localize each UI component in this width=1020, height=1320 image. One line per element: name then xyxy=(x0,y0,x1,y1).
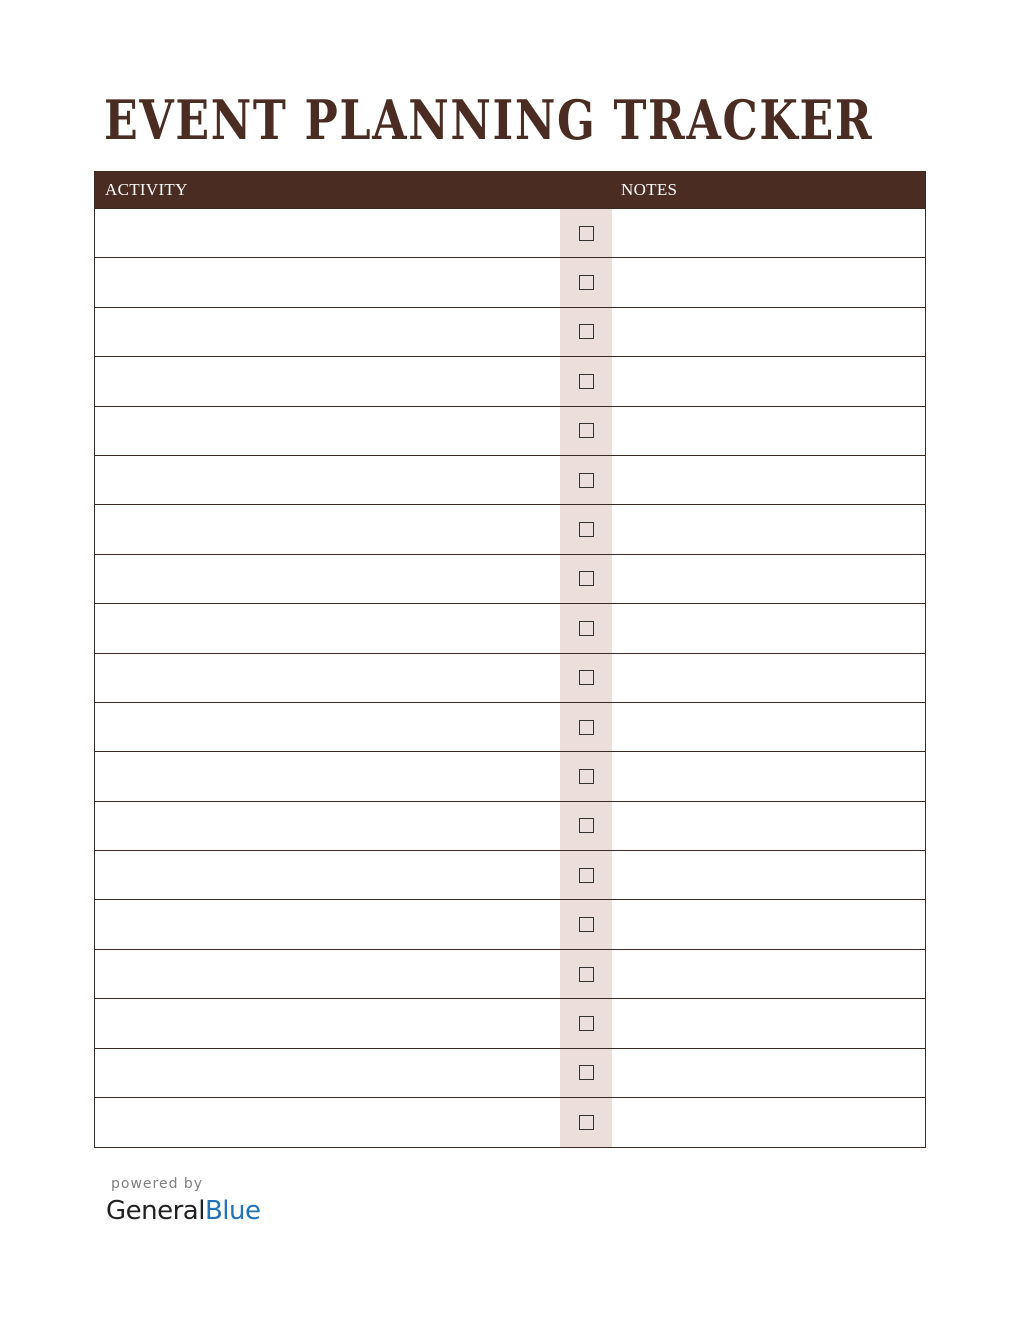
notes-cell[interactable] xyxy=(612,851,925,899)
activity-column-header: ACTIVITY xyxy=(105,180,188,199)
notes-cell[interactable] xyxy=(612,950,925,998)
notes-cell[interactable] xyxy=(612,407,925,455)
notes-cell[interactable] xyxy=(612,456,925,504)
notes-cell[interactable] xyxy=(612,258,925,306)
brand-name-general: General xyxy=(106,1196,205,1226)
checkbox[interactable] xyxy=(579,1115,594,1130)
powered-by-label: powered by xyxy=(111,1176,204,1192)
activity-cell[interactable] xyxy=(95,900,560,948)
checkbox-cell xyxy=(560,258,612,306)
notes-cell[interactable] xyxy=(612,999,925,1047)
notes-cell[interactable] xyxy=(612,555,925,603)
table-row xyxy=(95,999,925,1048)
checkbox-cell xyxy=(560,999,612,1047)
checkbox[interactable] xyxy=(579,324,594,339)
page-title: EVENT PLANNING TRACKER xyxy=(104,88,874,152)
activity-cell[interactable] xyxy=(95,357,560,405)
checkbox-cell xyxy=(560,950,612,998)
notes-cell[interactable] xyxy=(612,505,925,553)
table-row xyxy=(95,752,925,801)
checkbox[interactable] xyxy=(579,967,594,982)
checkbox[interactable] xyxy=(579,275,594,290)
activity-cell[interactable] xyxy=(95,1098,560,1147)
activity-cell[interactable] xyxy=(95,308,560,356)
checkbox[interactable] xyxy=(579,1016,594,1031)
checkbox[interactable] xyxy=(579,720,594,735)
table-row xyxy=(95,209,925,258)
checkbox[interactable] xyxy=(579,917,594,932)
table-row xyxy=(95,555,925,604)
notes-cell[interactable] xyxy=(612,209,925,257)
checkbox-cell xyxy=(560,1049,612,1097)
checkbox[interactable] xyxy=(579,473,594,488)
notes-column-header: NOTES xyxy=(621,180,678,199)
table-row xyxy=(95,407,925,456)
table-row xyxy=(95,505,925,554)
checkbox[interactable] xyxy=(579,522,594,537)
checkbox[interactable] xyxy=(579,226,594,241)
table-row xyxy=(95,950,925,999)
activity-cell[interactable] xyxy=(95,456,560,504)
table-row xyxy=(95,900,925,949)
checkbox[interactable] xyxy=(579,769,594,784)
table-row xyxy=(95,357,925,406)
brand-name-blue: Blue xyxy=(204,1196,261,1226)
notes-cell[interactable] xyxy=(612,802,925,850)
checkbox-cell xyxy=(560,604,612,652)
activity-cell[interactable] xyxy=(95,258,560,306)
event-tracker-table xyxy=(94,171,926,1148)
checkbox-cell xyxy=(560,851,612,899)
table-row xyxy=(95,1098,925,1147)
checkbox[interactable] xyxy=(579,571,594,586)
checkbox[interactable] xyxy=(579,374,594,389)
checkbox[interactable] xyxy=(579,423,594,438)
activity-cell[interactable] xyxy=(95,654,560,702)
table-header xyxy=(95,172,925,209)
activity-cell[interactable] xyxy=(95,752,560,800)
activity-cell[interactable] xyxy=(95,209,560,257)
checkbox[interactable] xyxy=(579,621,594,636)
activity-cell[interactable] xyxy=(95,604,560,652)
notes-cell[interactable] xyxy=(612,654,925,702)
table-row xyxy=(95,456,925,505)
brand-logo xyxy=(106,1194,261,1228)
checkbox[interactable] xyxy=(579,818,594,833)
table-row xyxy=(95,604,925,653)
checkbox-cell xyxy=(560,703,612,751)
checkbox[interactable] xyxy=(579,670,594,685)
notes-cell[interactable] xyxy=(612,1049,925,1097)
checkbox[interactable] xyxy=(579,1065,594,1080)
checkbox-cell xyxy=(560,308,612,356)
activity-cell[interactable] xyxy=(95,703,560,751)
table-row xyxy=(95,1049,925,1098)
activity-cell[interactable] xyxy=(95,555,560,603)
table-body xyxy=(95,209,925,1147)
notes-cell[interactable] xyxy=(612,703,925,751)
checkbox-cell xyxy=(560,802,612,850)
table-row xyxy=(95,258,925,307)
notes-cell[interactable] xyxy=(612,1098,925,1147)
checkbox-cell xyxy=(560,654,612,702)
notes-cell[interactable] xyxy=(612,900,925,948)
activity-cell[interactable] xyxy=(95,802,560,850)
checkbox-cell xyxy=(560,752,612,800)
activity-cell[interactable] xyxy=(95,407,560,455)
activity-cell[interactable] xyxy=(95,851,560,899)
checkbox-cell xyxy=(560,357,612,405)
activity-cell[interactable] xyxy=(95,950,560,998)
checkbox-cell xyxy=(560,505,612,553)
checkbox[interactable] xyxy=(579,868,594,883)
notes-cell[interactable] xyxy=(612,308,925,356)
footer xyxy=(106,1176,261,1228)
activity-cell[interactable] xyxy=(95,999,560,1047)
notes-cell[interactable] xyxy=(612,357,925,405)
activity-cell[interactable] xyxy=(95,1049,560,1097)
table-row xyxy=(95,851,925,900)
table-row xyxy=(95,802,925,851)
checkbox-cell xyxy=(560,209,612,257)
checkbox-cell xyxy=(560,900,612,948)
table-row xyxy=(95,308,925,357)
notes-cell[interactable] xyxy=(612,604,925,652)
checkbox-cell xyxy=(560,456,612,504)
table-row xyxy=(95,703,925,752)
table-row xyxy=(95,654,925,703)
notes-cell[interactable] xyxy=(612,752,925,800)
checkbox-cell xyxy=(560,407,612,455)
activity-cell[interactable] xyxy=(95,505,560,553)
checkbox-cell xyxy=(560,555,612,603)
checkbox-cell xyxy=(560,1098,612,1147)
